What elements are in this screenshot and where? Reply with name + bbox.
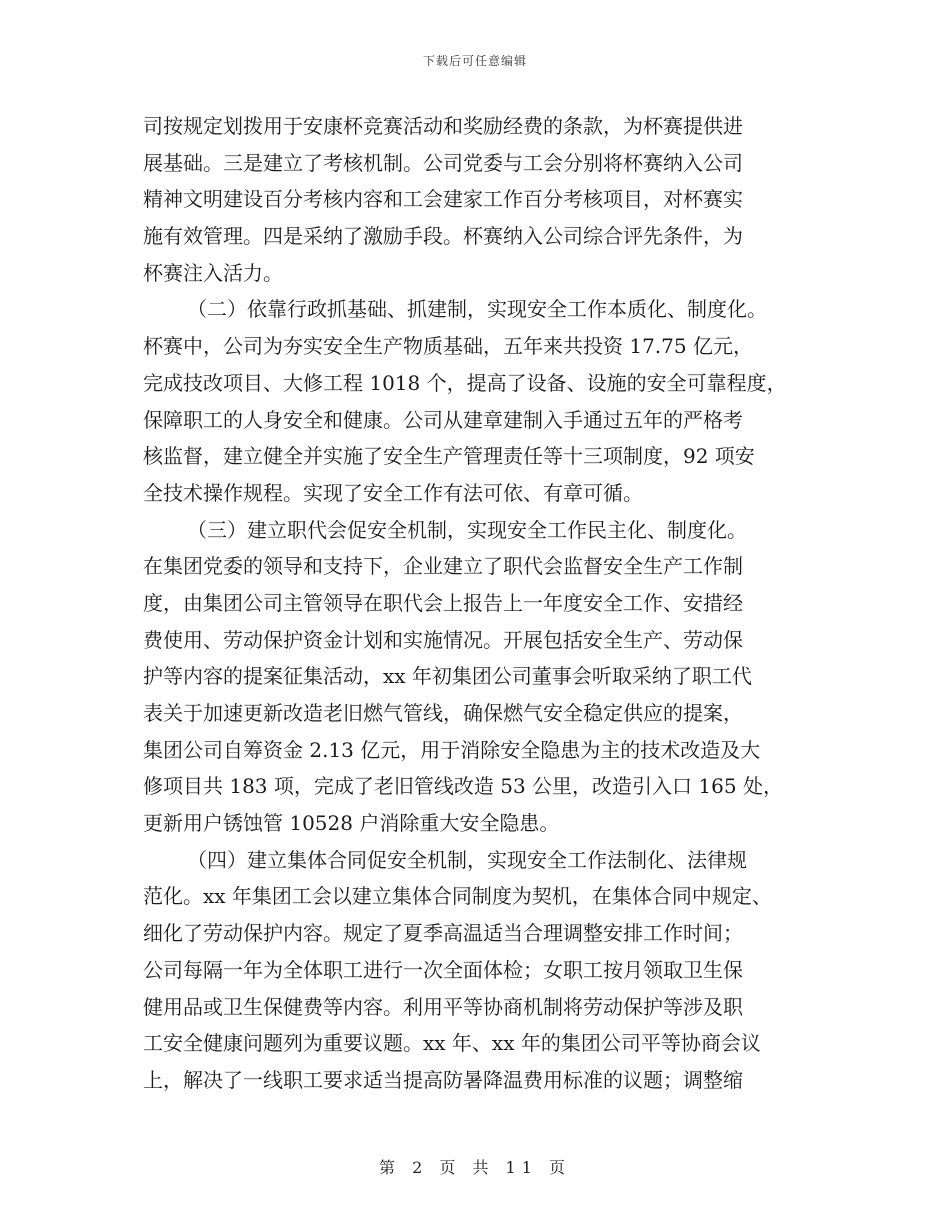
text-line: 健用品或卫生保健费等内容。利用平等协商机制将劳动保护等涉及职 bbox=[143, 994, 743, 1019]
text-line: 护等内容的提案征集活动，xx 年初集团公司董事会听取采纳了职工代 bbox=[143, 664, 752, 689]
text-line: 展基础。三是建立了考核机制。公司党委与工会分别将杯赛纳入公司 bbox=[143, 150, 743, 175]
text-line: 费使用、劳动保护资金计划和实施情况。开展包括安全生产、劳动保 bbox=[143, 627, 743, 652]
text-line: 细化了劳动保护内容。规定了夏季高温适当合理调整安排工作时间； bbox=[143, 921, 743, 946]
text-line: 杯赛注入活力。 bbox=[143, 260, 283, 285]
page-footer: 第 2 页 共 11 页 bbox=[379, 1158, 571, 1177]
text-line: 修项目共 183 项，完成了老旧管线改造 53 公里，改造引入口 165 处， bbox=[143, 774, 783, 799]
text-line: 保障职工的人身安全和健康。公司从建章建制入手通过五年的严格考 bbox=[143, 407, 743, 432]
text-line: 工安全健康问题列为重要议题。xx 年、xx 年的集团公司平等协商会议 bbox=[143, 1031, 761, 1056]
text-line: 更新用户锈蚀管 10528 户消除重大安全隐患。 bbox=[143, 811, 560, 836]
text-line: 司按规定划拨用于安康杯竞赛活动和奖励经费的条款，为杯赛提供进 bbox=[143, 114, 743, 138]
text-line: 范化。xx 年集团工会以建立集体合同制度为契机，在集体合同中规定、 bbox=[143, 884, 772, 909]
text-line: 核监督，建立健全并实施了安全生产管理责任等十三项制度，92 项安 bbox=[143, 444, 755, 469]
text-line: 精神文明建设百分考核内容和工会建家工作百分考核项目，对杯赛实 bbox=[143, 187, 743, 212]
text-line: 施有效管理。四是采纳了激励手段。杯赛纳入公司综合评先条件，为 bbox=[143, 224, 743, 249]
text-line: 表关于加速更新改造老旧燃气管线，确保燃气安全稳定供应的提案， bbox=[143, 701, 743, 725]
text-line: 在集团党委的领导和支持下，企业建立了职代会监督安全生产工作制 bbox=[143, 554, 743, 579]
text-line: 上，解决了一线职工要求适当提高防暑降温费用标准的议题；调整缩 bbox=[143, 1067, 743, 1092]
text-line: 公司每隔一年为全体职工进行一次全面体检；女职工按月领取卫生保 bbox=[143, 957, 743, 982]
page-header: 下载后可任意编辑 bbox=[422, 54, 527, 68]
text-line: 完成技改项目、大修工程 1018 个，提高了设备、设施的安全可靠程度， bbox=[143, 370, 787, 395]
text-line: 度，由集团公司主管领导在职代会上报告上一年度安全工作、安措经 bbox=[143, 590, 743, 615]
text-line: （二）依靠行政抓基础、抓建制，实现安全工作本质化、制度化。 bbox=[187, 297, 767, 322]
text-line: （四）建立集体合同促安全机制，实现安全工作法制化、法律规 bbox=[187, 847, 747, 872]
text-line: 杯赛中，公司为夯实安全生产物质基础，五年来共投资 17.75 亿元， bbox=[143, 334, 753, 359]
document-body bbox=[143, 108, 808, 1099]
text-line: 全技术操作规程。实现了安全工作有法可依、有章可循。 bbox=[143, 480, 643, 505]
text-line: （三）建立职代会促安全机制，实现安全工作民主化、制度化。 bbox=[187, 517, 747, 542]
text-line: 集团公司自筹资金 2.13 亿元，用于消除安全隐患为主的技术改造及大 bbox=[143, 737, 761, 762]
